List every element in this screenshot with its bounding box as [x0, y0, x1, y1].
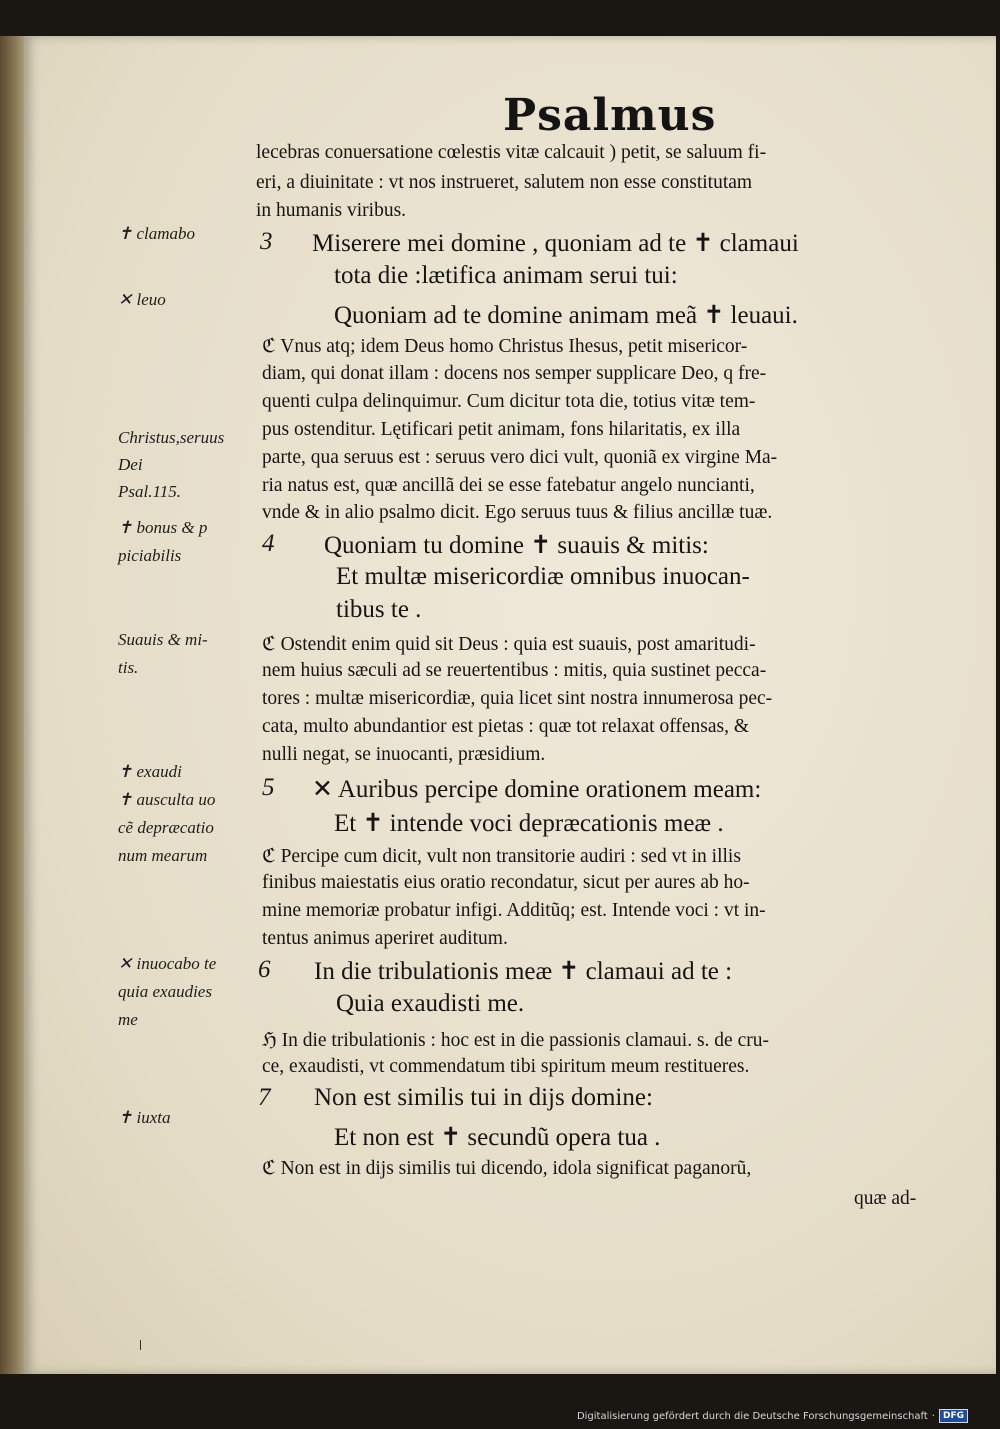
verse-line: Non est similis tui in dijs domine: [314, 1084, 653, 1111]
margin-note: Suauis & mi- [118, 630, 208, 649]
margin-note: quia exaudies [118, 982, 212, 1001]
margin-note: ✕ inuocabo te [118, 954, 217, 973]
commentary-line: diam, qui donat illam : docens nos semper supplicare Deo, q fre- [262, 363, 767, 384]
footer-separator: · [931, 1410, 935, 1422]
commentary-line: nem huius sæculi ad se reuertentibus : mitis, quia sustinet pecca- [262, 660, 767, 681]
verse-line: Et non est ✝ secundũ opera tua . [334, 1124, 661, 1151]
verse-line: Quoniam tu domine ✝ suauis & mitis: [324, 532, 709, 559]
margin-note: Dei [118, 455, 143, 474]
commentary-line: tores : multæ misericordiæ, quia licet sint nostra innumerosa pec- [262, 688, 773, 709]
commentary-line: ce, exaudisti, vt commendatum tibi spiritum meum restitueres. [262, 1056, 750, 1077]
verse-number: 3 [260, 228, 273, 255]
book-spine [0, 36, 26, 1374]
text-line: lecebras conuersatione cœlestis vitæ calcauit ) petit, se saluum fi- [256, 142, 767, 163]
commentary-line: finibus maiestatis eius oratio recondatur, sicut per aures ab ho- [262, 872, 750, 893]
verse-number: 4 [262, 530, 275, 557]
commentary-line: ria natus est, quæ ancillã dei se esse fatebatur angelo nuncianti, [262, 475, 755, 496]
commentary-line: cata, multo abundantior est pietas : quæ tot relaxat offensas, & [262, 716, 750, 737]
verse-line: Et ✝ intende voci depræcationis meæ . [334, 810, 724, 837]
commentary-line: ℌ In die tribulationis : hoc est in die passionis clamaui. s. de cru- [262, 1030, 769, 1051]
margin-note: ✝ clamabo [118, 224, 196, 243]
verse-line: In die tribulationis meæ ✝ clamaui ad te : [314, 958, 733, 985]
margin-note: tis. [118, 658, 139, 677]
footer [577, 1408, 968, 1424]
commentary-line: ℭ Percipe cum dicit, vult non transitorie audiri : sed vt in illis [262, 846, 741, 867]
commentary-line: tentus animus aperiret auditum. [262, 928, 508, 949]
verse-line: Miserere mei domine , quoniam ad te ✝ clamaui [312, 230, 799, 257]
margin-note: num mearum [118, 846, 208, 865]
margin-note: ✝ ausculta uo [118, 790, 216, 809]
ink-mark [140, 1340, 141, 1350]
verse-line: ✕ Auribus percipe domine orationem meam: [312, 776, 762, 803]
commentary-line: vnde & in alio psalmo dicit. Ego seruus tuus & filius ancillæ tuæ. [262, 502, 773, 523]
commentary-line: ℭ Ostendit enim quid sit Deus : quia est suauis, post amaritudi- [262, 634, 756, 655]
verse-line: Et multæ misericordiæ omnibus inuocan- [336, 563, 750, 590]
margin-note: ✝ bonus & p [118, 518, 208, 537]
margin-note: ✝ exaudi [118, 762, 182, 781]
verse-number: 7 [258, 1084, 271, 1111]
margin-note: ✕ leuo [118, 290, 166, 309]
margin-note: cẽ depræcatio [118, 818, 214, 837]
margin-note: ✝ iuxta [118, 1108, 171, 1127]
margin-note: piciabilis [118, 546, 182, 565]
commentary-line: pus ostenditur. Lętificari petit animam, fons hilaritatis, ex illa [262, 419, 741, 440]
footer-text: Digitalisierung gefördert durch die Deutsche Forschungsgemeinschaft [576, 1410, 928, 1422]
commentary-line: ℭ Non est in dijs similis tui dicendo, idola significat paganorũ, [262, 1158, 752, 1179]
commentary-line: nulli negat, se inuocanti, præsidium. [262, 744, 546, 765]
dfg-logo-icon: DFG [939, 1409, 968, 1423]
commentary-line: parte, qua seruus est : seruus vero dici vult, quoniã ex virgine Ma- [262, 447, 778, 468]
running-head: Psalmus [503, 90, 717, 141]
commentary-line: ℭ Vnus atq; idem Deus homo Christus Ihesus, petit misericor- [262, 336, 748, 357]
commentary-line: mine memoriæ probatur infigi. Additũq; est. Intende voci : vt in- [262, 900, 766, 921]
commentary-line: quenti culpa delinquimur. Cum dicitur tota die, totius vitæ tem- [262, 391, 756, 412]
commentary-line: quæ ad- [854, 1188, 917, 1209]
verse-number: 6 [258, 956, 271, 983]
text-line: eri, a diuinitate : vt nos instrueret, salutem non esse constitutam [256, 172, 753, 193]
verse-line: tota die :lætifica animam serui tui: [334, 262, 678, 289]
text-line: in humanis viribus. [256, 200, 407, 221]
verse-number: 5 [262, 774, 275, 801]
verse-line: Quia exaudisti me. [336, 990, 525, 1017]
margin-note: Christus,seruus [118, 428, 225, 447]
verse-line: Quoniam ad te domine animam meã ✝ leuaui. [334, 302, 798, 329]
margin-note: me [118, 1010, 138, 1029]
margin-note: Psal.115. [118, 482, 181, 501]
verse-line: tibus te . [336, 596, 422, 623]
